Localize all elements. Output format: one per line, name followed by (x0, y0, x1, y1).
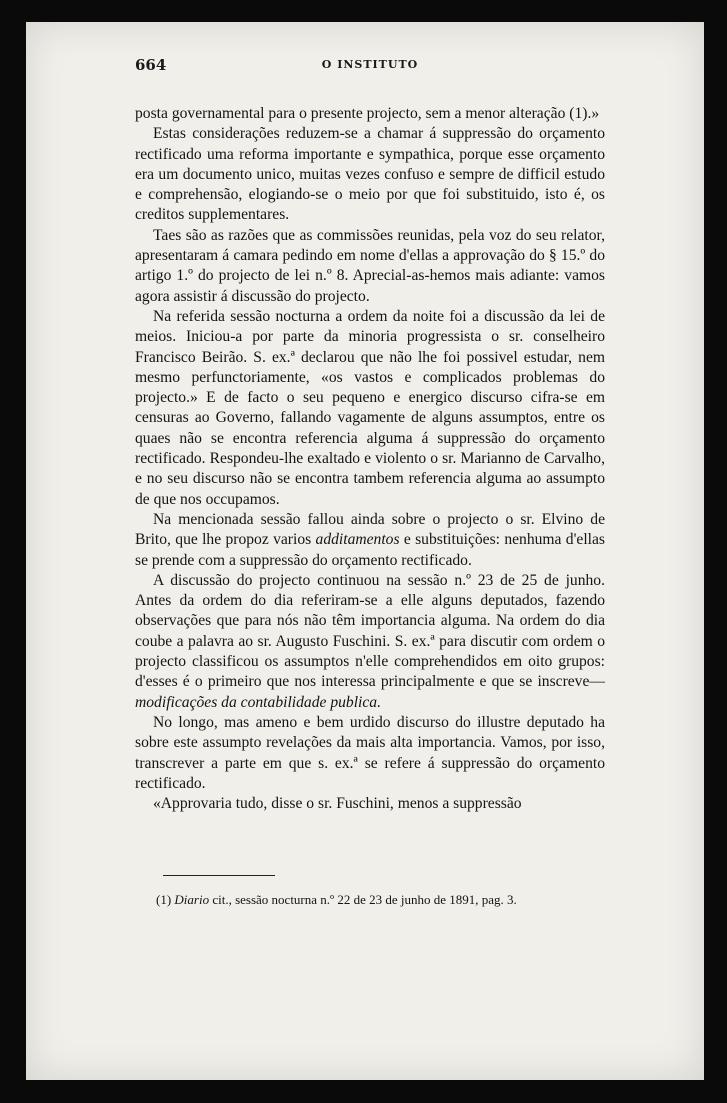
paragraph: A discussão do projecto continuou na sessão n.º 23 de 25 de junho. Antes da ordem do dia referiram-se a elle alguns deputados, fazendo observações que para nós não têm importancia alguma. Na ordem do dia coube a palavra ao sr. Augusto Fuschini. S. ex.ª para discutir com ordem o projecto classificou os assumptos n'elle comprehendidos em oito grupos: d'esses é o primeiro que nos interessa principalmente e que se inscreve—modificações da contabilidade publica. (135, 571, 605, 711)
italic-text: additamentos (315, 531, 400, 549)
paragraph: «Approvaria tudo, disse o sr. Fuschini, menos a suppressão (153, 795, 522, 813)
footnote (156, 892, 616, 908)
paragraph: Na mencionada sessão fallou ainda sobre o projecto o sr. Elvino de Brito, que lhe propoz varios additamentos e substituições: nenhuma d'ellas se prende com a suppressão do orçamento rectificado. (135, 510, 605, 569)
italic-text: modificações da contabilidade publica. (135, 693, 381, 711)
footnote-text: cit., sessão nocturna n.º 22 de 23 de junho de 1891, pag. 3. (209, 892, 517, 907)
footnote-marker: (1) (156, 892, 172, 907)
running-title: O INSTITUTO (321, 58, 419, 71)
footnote-source: Diario (174, 892, 210, 907)
paragraph: No longo, mas ameno e bem urdido discurso do illustre deputado ha sobre este assumpto revelações da mais alta importancia. Vamos, por isso, transcrever a parte em que s. ex.ª se refere á suppressão do orçamento rectificado. (135, 713, 605, 792)
body-text (135, 104, 605, 814)
page-header (135, 56, 605, 80)
paragraph-continuation: posta governamental para o presente projecto, sem a menor alteração (1).» (135, 105, 600, 122)
footnote-rule (163, 875, 275, 876)
page-number: 664 (135, 56, 167, 74)
paragraph: Taes são as razões que as commissões reunidas, pela voz do seu relator, apresentaram á camara pedindo em nome d'ellas a approvação do § 15.º do artigo 1.º do projecto de lei n.º 8. Aprecial-as-hemos mais adiante: vamos agora assistir á discussão do projecto. (135, 226, 605, 305)
paragraph: Na referida sessão nocturna a ordem da noite foi a discussão da lei de meios. Iniciou-a por parte da minoria progressista o sr. conselheiro Francisco Beirão. S. ex.ª declarou que não lhe foi possivel estudar, nem mesmo perfunctoriamente, «os vastos e complicados problemas do projecto.» E de facto o seu pequeno e energico discurso cifra-se em censuras ao Governo, fallando vagamente de alguns assumptos, entre os quaes não se encontra referencia alguma á suppressão do orçamento rectificado. Respondeu-lhe exaltado e violento o sr. Marianno de Carvalho, e no seu discurso não se encontra tambem referencia alguma ao assumpto de que nos occupamos. (135, 307, 605, 508)
paragraph: Estas considerações reduzem-se a chamar á suppressão do orçamento rectificado uma reforma importante e sympathica, porque esse orçamento era um documento unico, muitas vezes confuso e sempre de difficil estudo e comprehensão, elogiando-se o meio por que foi substituido, isto é, os creditos supplementares. (135, 125, 605, 224)
